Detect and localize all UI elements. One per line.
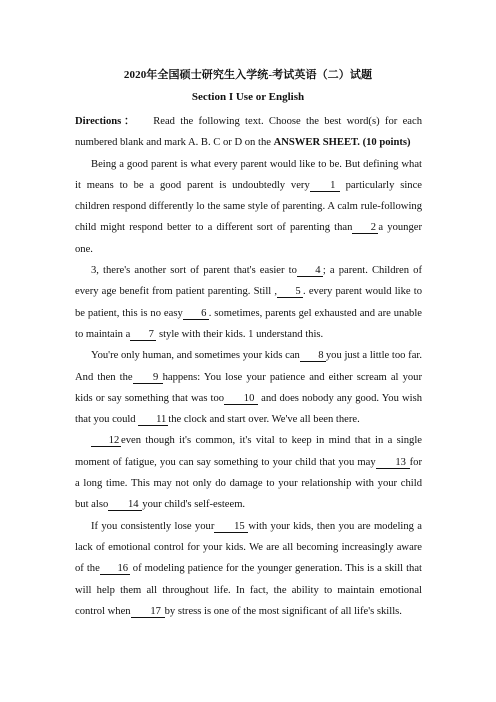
p1-text-c: a younger one. [75, 222, 422, 255]
directions-paragraph [75, 111, 422, 154]
exam-title: 2020年全国硕士研究生入学统-考试英语（二）试题 [123, 69, 373, 81]
p3-text-c: happens: You lose your patience and either scream al your kids or say something that was too [75, 371, 422, 404]
p3-text-d: and does nobody any good. You wish that you could [75, 392, 422, 426]
blank-8: 8 [300, 350, 326, 362]
blank-2: 2 [352, 222, 378, 234]
p5-text-a: If you consistently lose your [91, 520, 215, 532]
blank-1: 1 [310, 180, 340, 192]
paragraph-1 [75, 154, 422, 260]
blank-15: 15 [214, 521, 248, 533]
paragraph-4 [75, 430, 422, 515]
p1-text-a: Being a good parent is what every parent would like to be. But defining what it means to be a good parent is undoubtedly very [75, 158, 422, 191]
paragraph-2 [75, 260, 422, 345]
blank-10: 10 [224, 393, 258, 405]
blank-7: 7 [130, 329, 156, 341]
p4-text-c: your child's self-esteem. [142, 499, 246, 511]
paragraph-5 [75, 516, 422, 622]
p2-text-a: 3, there's another sort of parent that's easier to [91, 265, 297, 277]
p2-text-b: ; a parent. Children of every age benefit from patient parenting. Still , [75, 265, 422, 298]
p5-text-c: of modeling patience for the younger generation. This is a skill that will help them all throughout life. In fact, the ability to maintain emotional control when [75, 563, 422, 617]
blank-17: 17 [131, 606, 165, 618]
blank-9: 9 [133, 372, 163, 384]
blank-11: 11 [138, 414, 168, 426]
p2-text-c: . every parent would like to be patient, this is no easy [75, 286, 422, 319]
paragraph-3 [75, 345, 422, 430]
directions-label: Directions： [75, 116, 138, 127]
blank-4: 4 [297, 265, 323, 277]
p3-text-a: You're only human, and sometimes your kids can [91, 350, 300, 362]
passage-body [75, 111, 422, 622]
blank-14: 14 [108, 499, 142, 511]
blank-12: 12 [91, 435, 121, 447]
directions-text: Read the following text. Choose the best word(s) for each numbered blank and mark A. B. C or D on the [75, 116, 422, 149]
blank-16: 16 [100, 563, 130, 575]
p5-text-b: with your kids, then you are modeling a lack of emotional control for your kids. We are all becoming increasingly aware of the [75, 520, 422, 575]
answer-sheet-text: ANSWER SHEET. (10 points) [273, 137, 411, 149]
section-heading: Section I Use or English [191, 91, 305, 103]
p4-text-a: even though it's common, it's vital to keep in mind that in a single moment of fatigue, you can say something to your child that you may [75, 435, 422, 468]
p2-text-e: style with their kids. 1 understand this. [158, 328, 324, 340]
p4-text-b: for a long time. This may not only do damage to your relationship with your child but also [75, 456, 422, 511]
p1-text-b: particularly since children respond differently lo the same style of parenting. A calm rule-following child might respond better to a different sort of parenting than [75, 179, 422, 234]
p5-text-d: by stress is one of the most significant of all life's skills. [164, 605, 402, 617]
blank-13: 13 [376, 457, 410, 469]
p3-text-e: the clock and start over. We've all been there. [168, 414, 360, 426]
p2-text-d: . sometimes, parents gel exhausted and are unable to maintain a [75, 307, 422, 340]
p3-text-b: you just a little too far. And then the [75, 350, 422, 383]
blank-5: 5 [277, 286, 303, 298]
blank-6: 6 [183, 308, 209, 320]
